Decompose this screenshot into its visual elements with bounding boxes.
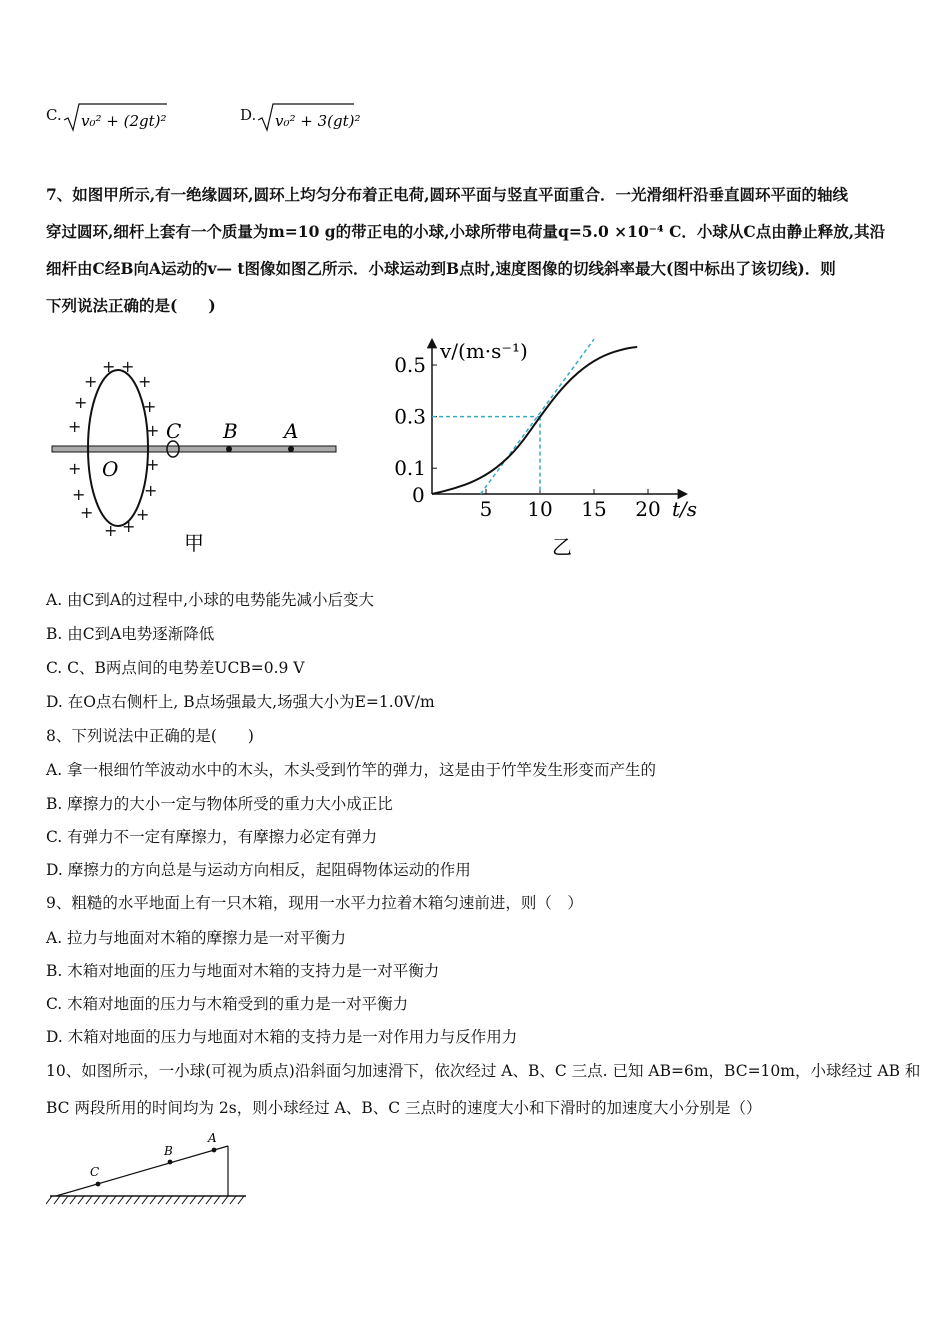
svg-text:+: +: [144, 481, 158, 500]
svg-text:+: +: [84, 372, 98, 391]
label-a: A: [208, 1131, 217, 1145]
svg-text:+: +: [80, 503, 94, 522]
figure-yi-chart: [380, 336, 710, 562]
q9-option-a[interactable]: A. 拉力与地面对木箱的摩擦力是一对平衡力: [46, 929, 347, 947]
option-d-expr: v₀² + 3(gt)²: [275, 112, 361, 130]
option-d-formula: [256, 100, 366, 134]
q8-stem: 8、下列说法中正确的是( ): [46, 727, 254, 745]
svg-text:+: +: [146, 421, 160, 440]
q9-stem: 9、粗糙的水平地面上有一只木箱，现用一水平力拉着木箱匀速前进，则（ ）: [46, 894, 583, 912]
q7-option-b[interactable]: B. 由C到A电势逐渐降低: [46, 625, 215, 643]
q7-option-d[interactable]: D. 在O点右侧杆上, B点场强最大,场强大小为E=1.0V/m: [46, 693, 435, 711]
label-a: A: [284, 419, 299, 443]
q9-option-c[interactable]: C. 木箱对地面的压力与木箱受到的重力是一对平衡力: [46, 995, 409, 1013]
caption-jia: 甲: [184, 531, 204, 555]
x-tick-label: 15: [581, 497, 607, 521]
label-c: C: [90, 1165, 100, 1179]
figure-jia: [46, 350, 346, 560]
svg-text:+: +: [104, 521, 118, 540]
x-tick-label: 20: [635, 497, 661, 521]
q8-option-b[interactable]: B. 摩擦力的大小一定与物体所受的重力大小成正比: [46, 795, 393, 813]
option-c-top: [46, 106, 62, 124]
option-c-label: C.: [46, 106, 62, 124]
ground-hatch: [46, 1196, 244, 1204]
y-tick-label: 0.3: [394, 404, 426, 429]
x-axis-label: t/s: [672, 497, 698, 521]
q7-line2: 穿过圆环,细杆上套有一个质量为m=10 g的带正电的小球,小球所带电荷量q=5.0 ×10⁻⁴ C．小球从C点由静止释放,其沿: [46, 222, 886, 241]
svg-text:+: +: [143, 397, 157, 416]
caption-yi: 乙: [552, 535, 572, 559]
option-d-label: D.: [240, 106, 257, 124]
svg-text:+: +: [68, 417, 82, 436]
svg-text:+: +: [68, 459, 82, 478]
option-c-formula: [62, 100, 172, 134]
q10-line1: 10、如图所示，一小球(可视为质点)沿斜面匀加速滑下，依次经过 A、B、C 三点. 已知 AB=6m，BC=10m，小球经过 AB 和: [46, 1062, 921, 1080]
incline-surface: [56, 1146, 228, 1196]
q7-line4: 下列说法正确的是( ): [46, 296, 216, 315]
q8-option-d[interactable]: D. 摩擦力的方向总是与运动方向相反，起阻碍物体运动的作用: [46, 861, 471, 879]
svg-text:+: +: [121, 357, 135, 376]
q8-option-a[interactable]: A. 拿一根细竹竿波动水中的木头，木头受到竹竿的弹力，这是由于竹竿发生形变而产生的: [46, 761, 657, 779]
q10-line2: BC 两段所用的时间均为 2s，则小球经过 A、B、C 三点时的速度大小和下滑时的加速度大小分别是（）: [46, 1099, 762, 1117]
label-b: B: [223, 419, 238, 443]
label-o: O: [102, 457, 119, 481]
q7-line1: 7、如图甲所示,有一绝缘圆环,圆环上均匀分布着正电荷,圆环平面与竖直平面重合．一光滑细杆沿垂直圆环平面的轴线: [46, 185, 848, 204]
y-tick-label: 0.1: [394, 456, 426, 481]
q9-option-d[interactable]: D. 木箱对地面的压力与地面对木箱的支持力是一对作用力与反作用力: [46, 1028, 518, 1046]
point-b: [168, 1160, 173, 1165]
q7-option-a[interactable]: A. 由C到A的过程中,小球的电势能先减小后变大: [46, 591, 375, 609]
label-b: B: [164, 1144, 173, 1158]
svg-text:+: +: [74, 393, 88, 412]
svg-text:+: +: [102, 357, 116, 376]
point-a: [212, 1148, 217, 1153]
point-c: [96, 1182, 101, 1187]
point-a: [288, 446, 294, 452]
svg-text:+: +: [146, 455, 160, 474]
y-tick-label: 0.5: [394, 353, 426, 377]
q8-option-c[interactable]: C. 有弹力不一定有摩擦力，有摩擦力必定有弹力: [46, 828, 378, 846]
option-d-top: [240, 106, 256, 124]
x-tick-label: 10: [527, 497, 553, 521]
svg-text:+: +: [72, 485, 86, 504]
y-axis-label: v/(m·s⁻¹): [440, 339, 528, 363]
incline-figure: [46, 1130, 256, 1210]
point-b: [226, 446, 232, 452]
svg-text:+: +: [136, 505, 150, 524]
svg-text:+: +: [138, 372, 152, 391]
q7-option-c[interactable]: C. C、B两点间的电势差UCB=0.9 V: [46, 659, 305, 677]
q7-line3: 细杆由C经B向A运动的v— t图像如图乙所示．小球运动到B点时,速度图像的切线斜率最大(图中标出了该切线)．则: [46, 259, 836, 278]
option-c-expr: v₀² + (2gt)²: [81, 112, 167, 130]
origin-label: 0: [412, 483, 425, 507]
label-c: C: [166, 419, 182, 443]
svg-text:+: +: [122, 517, 136, 536]
q9-option-b[interactable]: B. 木箱对地面的压力与地面对木箱的支持力是一对平衡力: [46, 962, 440, 980]
x-tick-label: 5: [479, 497, 493, 521]
